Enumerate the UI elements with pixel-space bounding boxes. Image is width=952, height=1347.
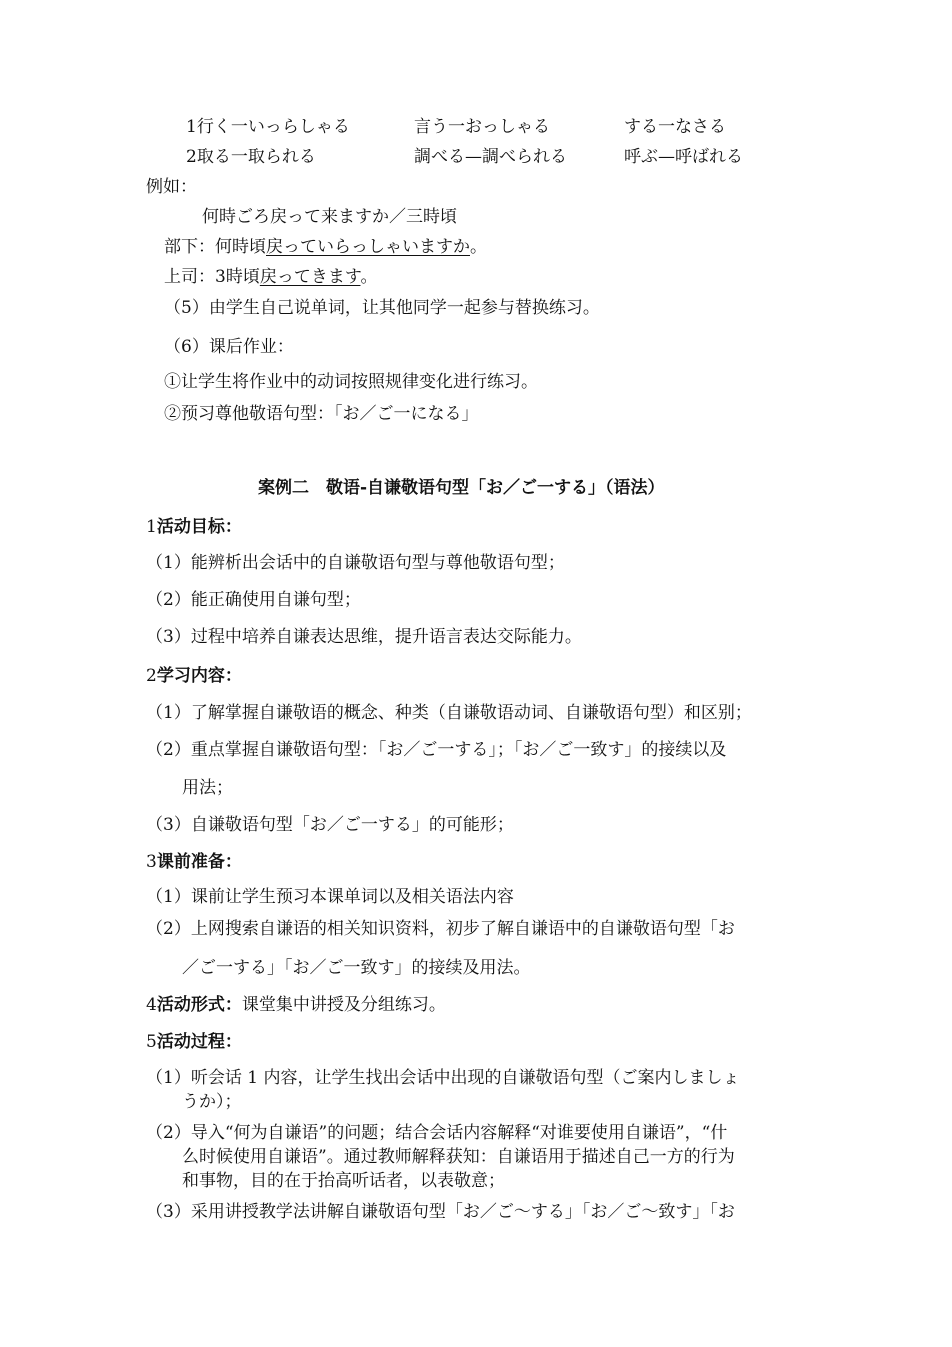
verb-pair-iku: 1行く一いっらしゃる <box>186 117 350 137</box>
section-4-title: 活动形式： <box>156 995 242 1015</box>
homework-item-1: ①让学生将作业中的动词按照规律变化进行练习。 <box>164 372 538 392</box>
section-1-heading <box>146 516 242 538</box>
boss-suffix: 。 <box>360 267 378 287</box>
s2-item-3: （3）自谦敬语句型「お／ご一する」的可能形； <box>146 815 514 835</box>
verb-pair-yobu: 呼ぶ—呼ばれる <box>624 147 743 167</box>
subordinate-suffix: 。 <box>470 237 487 257</box>
section-3-title: 课前准备： <box>156 852 242 872</box>
step-5: （5）由学生自己说单词，让其他同学一起参与替换练习。 <box>164 298 600 318</box>
section-1-title: 活动目标： <box>156 517 242 537</box>
verb-pair-toru: 2取る一取られる <box>186 147 316 167</box>
section-3-number: 3 <box>146 852 157 872</box>
section-2-heading <box>146 665 242 687</box>
example-subordinate-line <box>164 236 487 258</box>
s2-item-2-cont: 用法； <box>182 778 233 798</box>
example-boss-line <box>164 266 377 288</box>
s3-item-2: （2）上网搜索自谦语的相关知识资料，初步了解自谦语中的自谦敬语句型「お <box>146 919 735 939</box>
section-2-number: 2 <box>146 666 157 686</box>
s3-item-2-cont: ／ご一する」「お／ご一致す」的接续及用法。 <box>182 958 531 978</box>
s5-item-2: （2）导入“何为自谦语”的问题；结合会话内容解释“对谁要使用自谦语”，“什 <box>146 1123 728 1143</box>
s2-item-2: （2）重点掌握自谦敬语句型：「お／ご一する」；「お／ご一致す」的接续以及 <box>146 740 727 760</box>
section-3-heading <box>146 851 242 873</box>
s5-item-1: （1）听会话 1 内容，让学生找出会话中出现的自谦敬语句型（ご案内しましょ <box>146 1068 740 1088</box>
section-4-line <box>146 994 446 1016</box>
section-2-title: 学习内容： <box>156 666 242 686</box>
section-5-heading <box>146 1031 242 1053</box>
verb-pair-shiraberu: 調べる—調べられる <box>414 147 567 167</box>
section-5-number: 5 <box>146 1032 157 1052</box>
case-title: 案例二 敬语-自谦敬语句型「お／ご一する」（语法） <box>258 478 665 498</box>
section-4-number: 4 <box>146 995 157 1015</box>
homework-item-2: ②预习尊他敬语句型：「お／ご一になる」 <box>164 404 479 424</box>
s5-item-3: （3）采用讲授教学法讲解自谦敬语句型「お／ご～する」「お／ご～致す」「お <box>146 1202 735 1222</box>
s1-item-1: （1）能辨析出会话中的自谦敬语句型与尊他敬语句型； <box>146 553 565 573</box>
s2-item-1: （1）了解掌握自谦敬语的概念、种类（自谦敬语动词、自谦敬语句型）和区别； <box>146 703 752 723</box>
subordinate-prefix: 部下：何時頃 <box>164 237 266 257</box>
s5-item-2-cont-1: 么时候使用自谦语”。通过教师解释获知：自谦语用于描述自己一方的行为 <box>182 1147 735 1167</box>
s5-item-1-cont: うか）； <box>182 1092 242 1112</box>
verb-pair-iu: 言う一おっしゃる <box>414 117 550 137</box>
boss-underlined-phrase: 戻ってきます <box>259 267 361 287</box>
s1-item-3: （3）过程中培养自谦表达思维，提升语言表达交际能力。 <box>146 627 582 647</box>
section-5-title: 活动过程： <box>156 1032 242 1052</box>
boss-prefix: 上司：3時頃 <box>164 267 260 287</box>
s3-item-1: （1）课前让学生预习本课单词以及相关语法内容 <box>146 887 514 907</box>
example-prompt: 何時ごろ戻って来ますか／三時頃 <box>202 207 457 227</box>
section-1-number: 1 <box>146 517 157 537</box>
s1-item-2: （2）能正确使用自谦句型； <box>146 590 361 610</box>
s5-item-2-cont-2: 和事物，目的在于抬高听话者，以表敬意； <box>182 1171 505 1191</box>
step-6: （6）课后作业： <box>164 337 294 357</box>
example-label: 例如： <box>146 177 197 197</box>
subordinate-underlined-phrase: 戻っていらっしゃいますか <box>266 237 470 257</box>
verb-pair-suru: する一なさる <box>624 117 726 137</box>
section-4-text: 课堂集中讲授及分组练习。 <box>241 995 446 1015</box>
